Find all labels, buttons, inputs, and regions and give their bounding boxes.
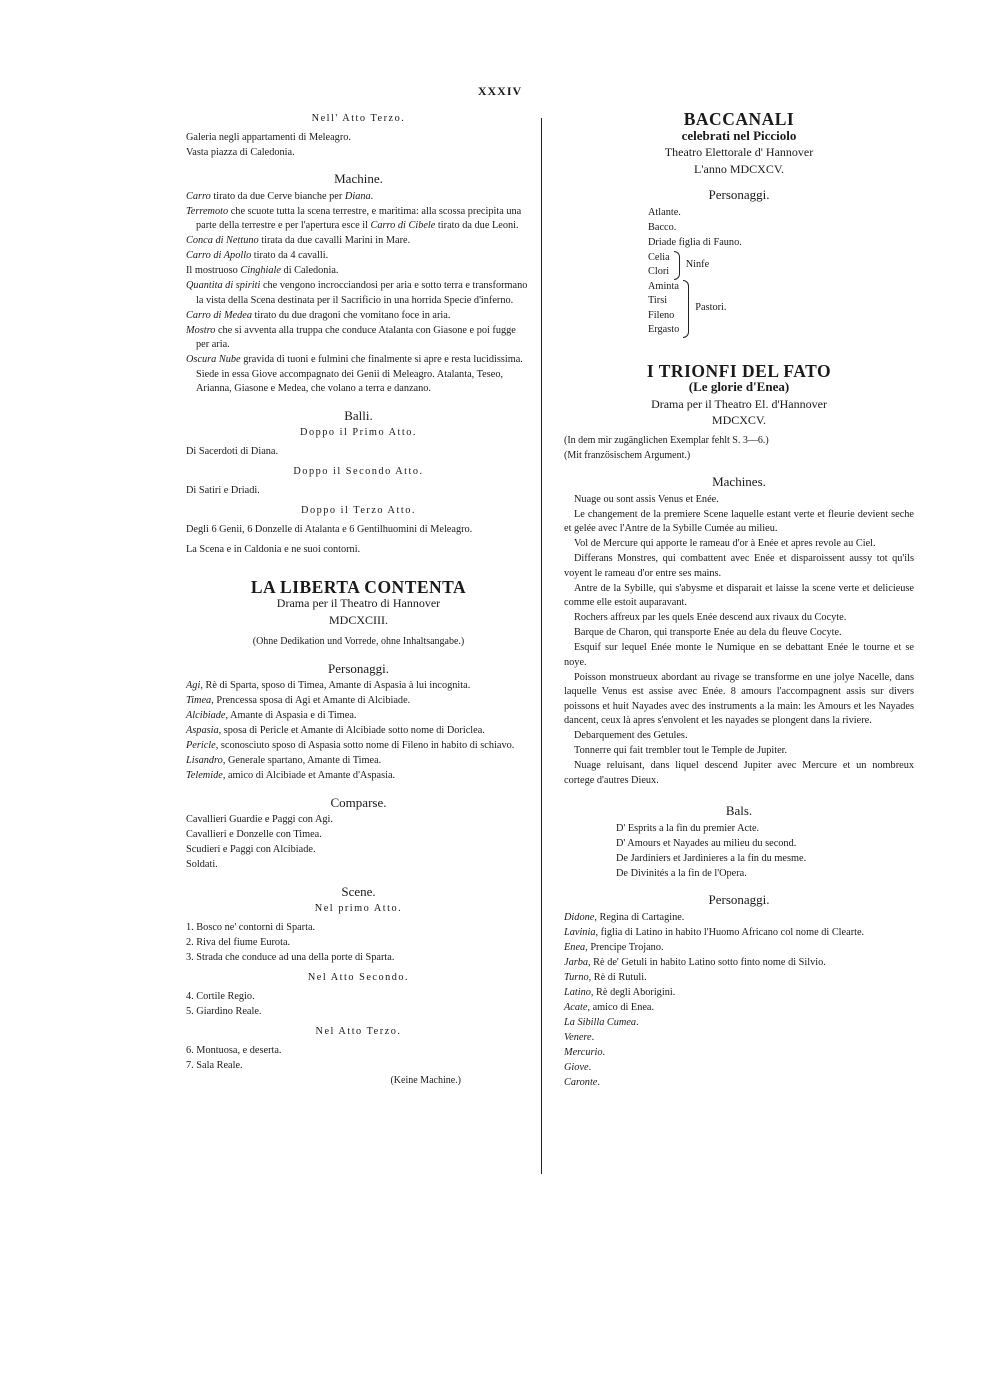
machines-item: Nuage ou sont assis Venus et Enée.	[574, 493, 719, 505]
act3-scene: Vasta piazza di Caledonia.	[186, 146, 295, 158]
baccanali-title: BACCANALI	[683, 109, 795, 129]
ninfe-label: Ninfe	[685, 258, 710, 270]
bals-item: De Divinités a la fin de l'Opera.	[616, 867, 747, 879]
comparse-item: Soldati.	[186, 859, 218, 870]
ninfe-name: Clori	[648, 266, 670, 277]
balli-item: Di Satiri e Driadi.	[186, 484, 260, 496]
scene-item: 5. Giardino Reale.	[186, 1005, 262, 1017]
scene-item: 4. Cortile Regio.	[186, 990, 255, 1002]
machine-item: Quantita di spiriti che vengono incrocciandosi per aria e sotto terra e transformano la vista della Scena destinata per il Sacrificio in una horrida Specie d'inferno.	[186, 280, 528, 306]
personaggi2-item: Mercurio.	[564, 1046, 606, 1058]
machine-item: Terremoto che scuote tutta la scena terrestre, e maritima: alla scossa precipita una parte della terrestre e per l'apertura esce il Carro di Cibele tirato da due Leoni.	[186, 205, 522, 231]
machine-item: Carro tirato da due Cerve bianche per Diana.	[186, 190, 374, 202]
scene-heading: Scene.	[341, 883, 376, 899]
machine-item: Il mostruoso Cinghiale di Caledonia.	[186, 265, 339, 276]
trionfi-subtitle: (Le glorie d'Enea)	[688, 379, 790, 394]
personaggi2-item: Jarba, Rè de' Getuli in habito Latino sotto finto nome di Silvio.	[564, 956, 826, 968]
liberta-note: (Ohne Dedikation und Vorrede, ohne Inhaltsangabe.)	[252, 636, 465, 647]
trionfi-line: Drama per il Theatro El. d'Hannover	[651, 396, 827, 411]
scene-item: 1. Bosco ne' contorni di Sparta.	[186, 921, 316, 933]
comparse-item: Cavallieri Guardie e Paggi con Agi.	[186, 814, 333, 825]
personaggi2-item: Caronte.	[564, 1076, 600, 1088]
machine-item: Oscura Nube gravida di tuoni e fulmini che finalmente si apre e resta lucidissima. Siede in essa Giove accompagnato dei Genii di Meleagro. Atalanta, Teseo, Arianna, Giasone e Medea, che volano a terra e danzano.	[186, 354, 523, 394]
personaggi1-item: Driade figlia di Fauno.	[648, 236, 742, 248]
liberta-title: LA LIBERTA CONTENTA	[250, 576, 467, 597]
machines-item: Antre de la Sybille, qui s'abysme et disparait et laisse la scene verte et delicieuse comme elle estoit auparavant.	[564, 582, 914, 608]
pastori-label: Pastori.	[695, 302, 727, 314]
machine-heading: Machine.	[334, 171, 383, 186]
personaggi2-item: Didone, Regina di Cartagine.	[564, 911, 685, 923]
machines-item: Tonnerre qui fait trembler tout le Temple de Jupiter.	[574, 745, 788, 756]
machines-item: Vol de Mercure qui apporte le rameau d'or à Enée et apres revole au Ciel.	[574, 538, 876, 549]
baccanali-line: Theatro Elettorale d' Hannover	[664, 145, 814, 159]
personaggi-item: Pericle, sconosciuto sposo di Aspasia sotto nome di Fileno in habito di schiavo.	[186, 740, 515, 751]
act3-scene: Galeria negli appartamenti di Meleagro.	[186, 131, 351, 143]
trionfi-line: MDCXCV.	[711, 413, 767, 427]
machine-item: Carro di Medea tirato du due dragoni che vomitano foce in aria.	[186, 309, 451, 321]
page-number: XXXIV	[477, 84, 523, 98]
machines-list	[564, 493, 914, 789]
scene-act-heading: Nel Atto Terzo.	[315, 1026, 402, 1037]
personaggi2-item: Enea, Prencipe Trojano.	[564, 941, 664, 953]
bals-list	[564, 822, 914, 882]
personaggi2-heading: Personaggi.	[708, 892, 770, 907]
bals-heading: Bals.	[725, 803, 753, 818]
trionfi-title: I TRIONFI DEL FATO	[646, 360, 832, 381]
baccanali-line: L'anno MDCXCV.	[694, 161, 784, 176]
personaggi-item: Timea, Prencessa sposa di Agi et Amante di Alcibiade.	[186, 695, 411, 706]
personaggi2-item: Turno, Rè di Rutuli.	[564, 971, 647, 983]
personaggi-heading: Personaggi.	[327, 660, 390, 676]
machines-heading: Machines.	[712, 474, 766, 489]
scene-item: 2. Riva del fiume Eurota.	[186, 936, 291, 948]
comparse-heading: Comparse.	[330, 794, 387, 810]
personaggi1-list	[564, 206, 914, 338]
machines-item: Rochers affreux par les quels Enée descend aux rivaux du Cocyte.	[574, 612, 847, 623]
right-column	[564, 109, 914, 1091]
pastori-name: Ergasto	[648, 324, 680, 335]
scene-act-heading: Nel Atto Secondo.	[307, 972, 410, 983]
personaggi-item: Alcibiade, Amante di Aspasia e di Timea.	[186, 710, 357, 721]
personaggi-item: Lisandro, Generale spartano, Amante di Timea.	[186, 755, 382, 766]
personaggi-list	[186, 679, 531, 784]
machine-item: Conca di Nettuno tirata da due cavalli Marini in Mare.	[186, 235, 411, 246]
ninfe-name: Celia	[648, 251, 670, 263]
brace	[683, 280, 689, 338]
personaggi-item: Telemide, amico di Alcibiade et Amante d'Aspasia.	[186, 770, 396, 781]
liberta-line: MDCXCIII.	[329, 612, 388, 627]
baccanali-subtitle: celebrati nel Picciolo	[681, 127, 797, 143]
machines-item: Esquif sur lequel Enée monte le Numique en se debattant Enée le tourne et se noye.	[564, 642, 914, 668]
brace	[674, 251, 680, 280]
balli-subheading: Doppo il Secondo Atto.	[293, 466, 424, 477]
machines-item: Differans Monstres, qui combattent avec Enée et disparoissent aussy tot qu'ils voyent le rameau d'or entre ses mains.	[564, 553, 914, 579]
machine-list	[186, 190, 531, 397]
scene-item: 3. Strada che conduce ad una della porte di Sparta.	[186, 951, 395, 963]
trionfi-note: (Mit französischem Argument.)	[564, 449, 691, 461]
pastori-group	[648, 280, 914, 338]
personaggi-item: Aspasia, sposa di Pericle et Amante di Alcibiade sotto nome di Doriclea.	[186, 725, 485, 736]
balli-heading: Balli.	[344, 407, 373, 423]
liberta-line: Drama per il Theatro di Hannover	[276, 596, 441, 610]
balli-subheading: Doppo il Primo Atto.	[300, 427, 417, 438]
column-divider	[541, 118, 542, 1174]
comparse-item: Cavallieri e Donzelle con Timea.	[186, 829, 322, 840]
scene-item: 7. Sala Reale.	[186, 1059, 243, 1071]
machine-item: Carro di Apollo tirato da 4 cavalli.	[186, 250, 329, 261]
act3-heading: Nell' Atto Terzo.	[311, 113, 406, 124]
machines-item: Nuage reluisant, dans liquel descend Jupiter avec Mercure et un nombreux cortege d'autres Dieux.	[564, 760, 914, 786]
bals-item: D' Esprits a la fin du premier Acte.	[616, 822, 760, 834]
personaggi2-item: Acate, amico di Enea.	[564, 1001, 655, 1013]
balli-item: Degli 6 Genii, 6 Donzelle di Atalanta e 6 Gentilhuomini di Meleagro.	[186, 523, 473, 535]
personaggi1-item: Bacco.	[648, 221, 677, 233]
machines-item: Le changement de la premiere Scene laquelle estant verte et fleurie devient seche et gelée avec l'Antre de la Sybille Cumée au milieu.	[564, 508, 914, 534]
balli-subheading: Doppo il Terzo Atto.	[301, 505, 416, 516]
personaggi2-item: Lavinia, figlia di Latino in habito l'Huomo Africano col nome di Clearte.	[564, 926, 865, 938]
left-column	[186, 112, 531, 1088]
balli-closing: La Scena e in Caldonia e ne suoi contorni.	[186, 544, 361, 555]
personaggi2-item: La Sibilla Cumea.	[564, 1016, 639, 1028]
personaggi2-item: Giove.	[564, 1061, 592, 1073]
scene-closing: (Keine Machine.)	[390, 1074, 461, 1086]
scene-item: 6. Montuosa, e deserta.	[186, 1044, 282, 1056]
pastori-name: Tirsi	[648, 295, 668, 306]
pastori-name: Aminta	[648, 280, 679, 292]
personaggi1-heading: Personaggi.	[708, 187, 770, 202]
balli-item: Di Sacerdoti di Diana.	[186, 445, 279, 457]
bals-item: D' Amours et Nayades au milieu du second.	[616, 837, 797, 849]
trionfi-note: (In dem mir zugänglichen Exemplar fehlt S. 3—6.)	[564, 434, 769, 446]
personaggi2-item: Latino, Rè degli Aborigini.	[564, 986, 676, 998]
personaggi2-list	[564, 911, 914, 1091]
personaggi1-item: Atlante.	[648, 206, 681, 218]
pastori-name: Fileno	[648, 309, 675, 321]
machines-item: Debarquement des Getules.	[574, 730, 688, 741]
machine-item: Mostro che si avventa alla truppa che conduce Atalanta con Giasone e poi fugge per aria.	[186, 324, 516, 350]
scene-act-heading: Nel primo Atto.	[314, 903, 403, 914]
personaggi-item: Agi, Rè di Sparta, sposo di Timea, Amante di Aspasia à lui incognita.	[186, 680, 471, 691]
comparse-item: Scudieri e Paggi con Alcibiade.	[186, 844, 316, 855]
bals-item: De Jardiniers et Jardinieres a la fin du mesme.	[616, 852, 807, 864]
machines-item: Poisson monstrueux abordant au rivage se transforme en une jolye Nacelle, dans laquelle Venus est assise avec Enée. 8 amours l'accompagnent assis sur divers poissons et huit Nayades avec des instruments a la main: les Amours et les Nayades dancent, ceux là apres s'envolent et les nayades se plongent dans la riviere.	[564, 671, 914, 726]
machines-item: Barque de Charon, qui transporte Enée au dela du fleuve Cocyte.	[574, 627, 842, 638]
ninfe-group	[648, 251, 914, 280]
personaggi2-item: Venere.	[564, 1031, 595, 1043]
